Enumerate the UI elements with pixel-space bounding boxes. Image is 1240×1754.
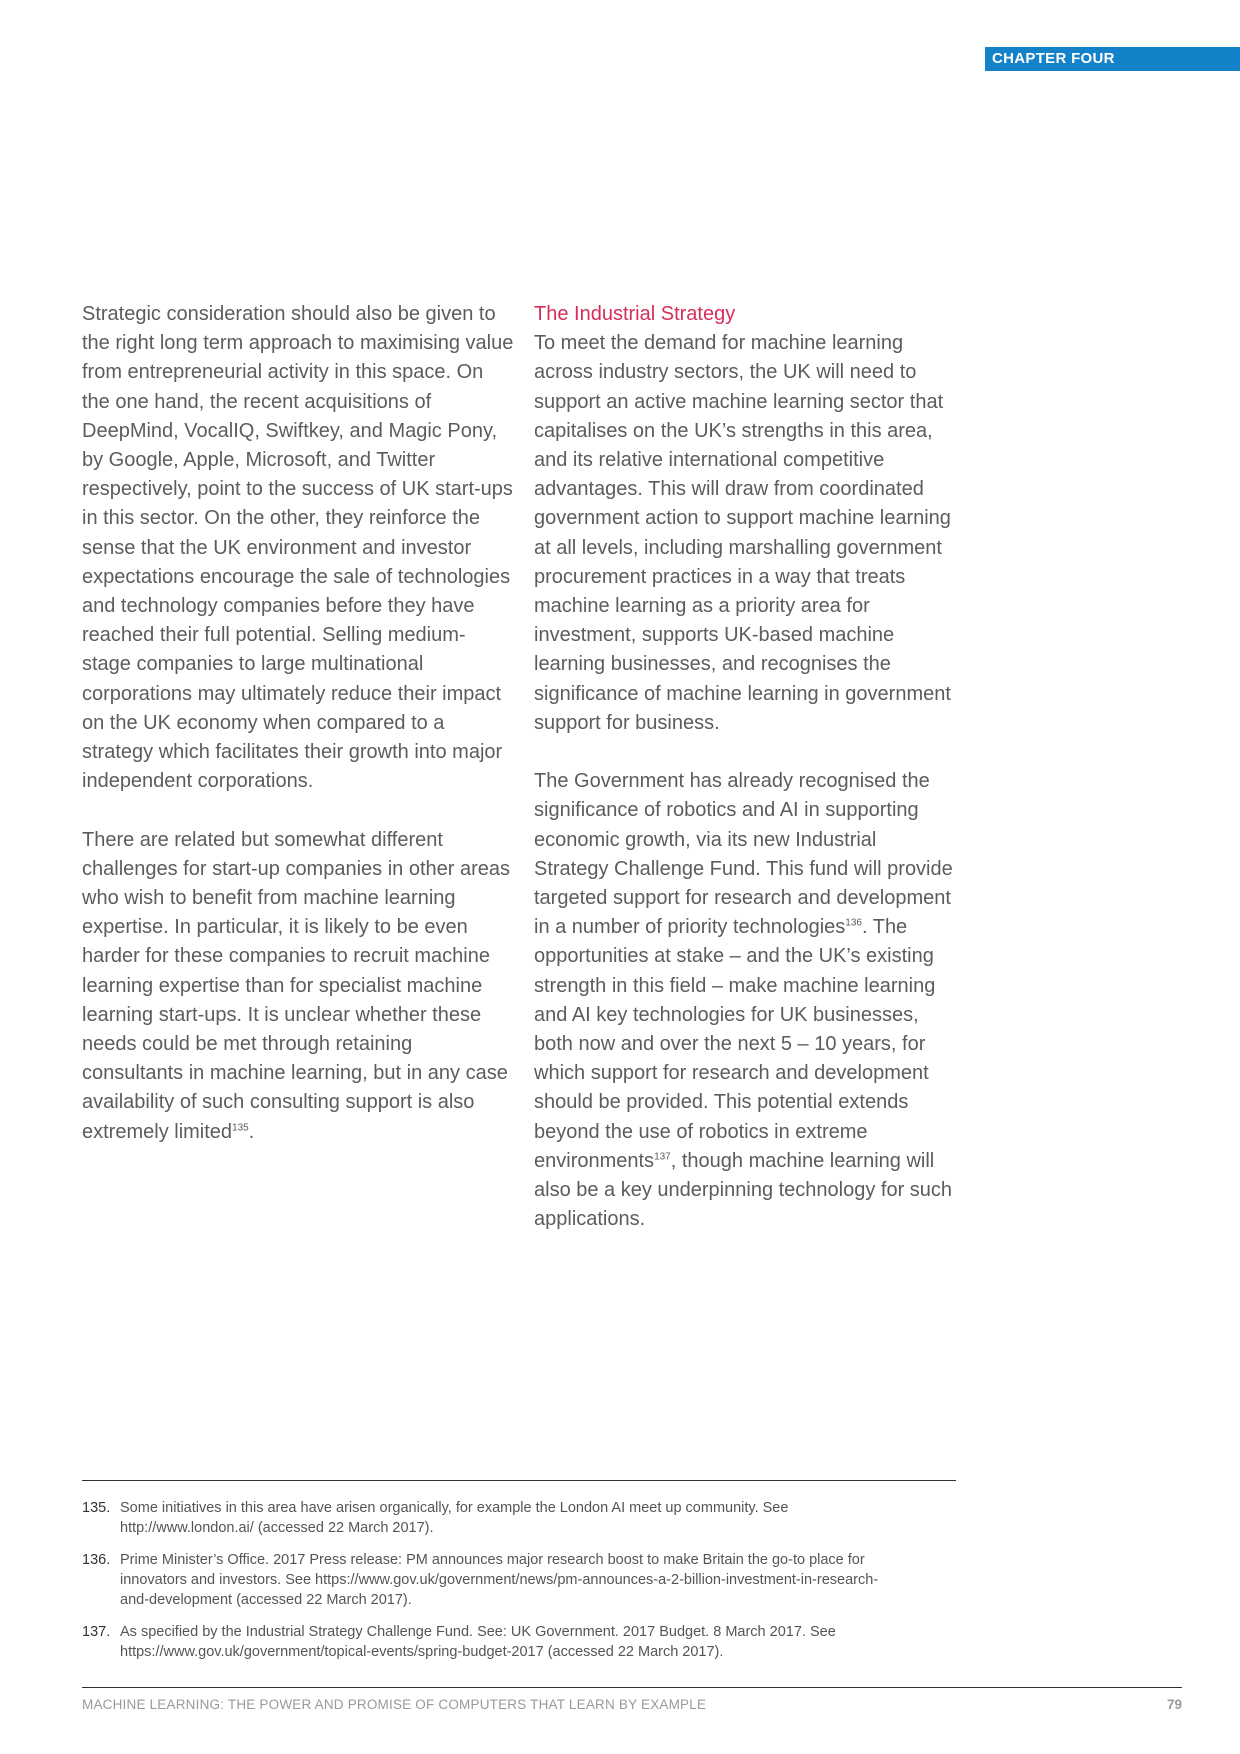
- footer-divider: [82, 1687, 1182, 1688]
- left-paragraph-2-text: There are related but somewhat different challenges for start-up companies in other areas who wish to benefit from machine learning expertise. In particular, it is likely to be even harder for these companies to recruit machine learning expertise than for specialist machine learning start-ups. It is unclear whether these needs could be met through retaining consultants in machine learning, but in any case availability of such consulting support is also extremely limited: [82, 828, 511, 1143]
- footnote-number: 136.: [82, 1552, 111, 1568]
- footnote-text: Some initiatives in this area have arisen organically, for example the London AI meet up community. See http://www.london.ai/ (accessed 22 March 2017).: [120, 1500, 789, 1536]
- chapter-label: CHAPTER FOUR: [985, 47, 1240, 71]
- left-paragraph-1: Strategic consideration should also be given to the right long term approach to maximising value from entrepreneurial activity in this space. On the one hand, the recent acquisitions of DeepMind, VocalIQ, Swiftkey, and Magic Pony, by Google, Apple, Microsoft, and Twitter respectively, point to the success of UK start-ups in this sector. On the other, they reinforce the sense that the UK environment and investor expectations encourage the sale of technologies and technology companies before they have reached their full potential. Selling medium-stage companies to large multinational corporations may ultimately reduce their impact on the UK economy when compared to a strategy which facilitates their growth into major independent corporations.: [82, 303, 514, 793]
- right-paragraph-2-part-c: , though machine learning will also be a key underpinning technology for such applications.: [534, 1149, 953, 1231]
- footnote-ref-137[interactable]: 137: [654, 1151, 671, 1163]
- footnote-text: As specified by the Industrial Strategy Challenge Fund. See: UK Government. 2017 Budget. 8 March 2017. See https://www.gov.uk/government/topical-events/spring-budget-2017 (accessed 22 March 2017).: [120, 1624, 836, 1660]
- footer-title: MACHINE LEARNING: THE POWER AND PROMISE OF COMPUTERS THAT LEARN BY EXAMPLE: [82, 1697, 707, 1712]
- footnote-divider: [82, 1480, 956, 1481]
- left-paragraph-2: [82, 826, 514, 1147]
- footnote-ref-135[interactable]: 135: [232, 1122, 249, 1134]
- left-column: [82, 300, 514, 1176]
- footnote-text: Prime Minister’s Office. 2017 Press release: PM announces major research boost to make Britain the go-to place for innovators and investors. See https://www.gov.uk/government/news/pm-announces-a-2-billion-investment-in-research-and-development (accessed 22 March 2017).: [120, 1552, 879, 1608]
- footnote-135: [82, 1498, 882, 1538]
- footnote-number: 135.: [82, 1500, 111, 1516]
- left-paragraph-2-end: .: [248, 1120, 255, 1143]
- footnote-137: [82, 1622, 882, 1662]
- right-paragraph-2-part-a: The Government has already recognised the significance of robotics and AI in supporting economic growth, via its new Industrial Strategy Challenge Fund. This fund will provide targeted support for research and development in a number of priority technologies: [534, 770, 953, 939]
- footnote-136: [82, 1550, 882, 1610]
- right-paragraph-2: [534, 767, 954, 1234]
- footnotes: [82, 1498, 882, 1674]
- footnote-ref-136[interactable]: 136: [845, 917, 862, 929]
- footnote-number: 137.: [82, 1624, 111, 1640]
- page-number: 79: [1166, 1697, 1182, 1712]
- right-paragraph-2-part-b: . The opportunities at stake – and the UK’s existing strength in this field – make machine learning and AI key technologies for UK businesses, both now and over the next 5 – 10 years, for which support for research and development should be provided. This potential extends beyond the use of robotics in extreme environments: [534, 916, 936, 1172]
- section-heading: The Industrial Strategy: [534, 303, 736, 325]
- right-column: [534, 300, 954, 1264]
- right-paragraph-1: To meet the demand for machine learning across industry sectors, the UK will need to support an active machine learning sector that capitalises on the UK’s strengths in this area, and its relative international competitive advantages. This will draw from coordinated government action to support machine learning at all levels, including marshalling government procurement practices in a way that treats machine learning as a priority area for investment, supports UK-based machine learning businesses, and recognises the significance of machine learning in government support for business.: [534, 332, 951, 734]
